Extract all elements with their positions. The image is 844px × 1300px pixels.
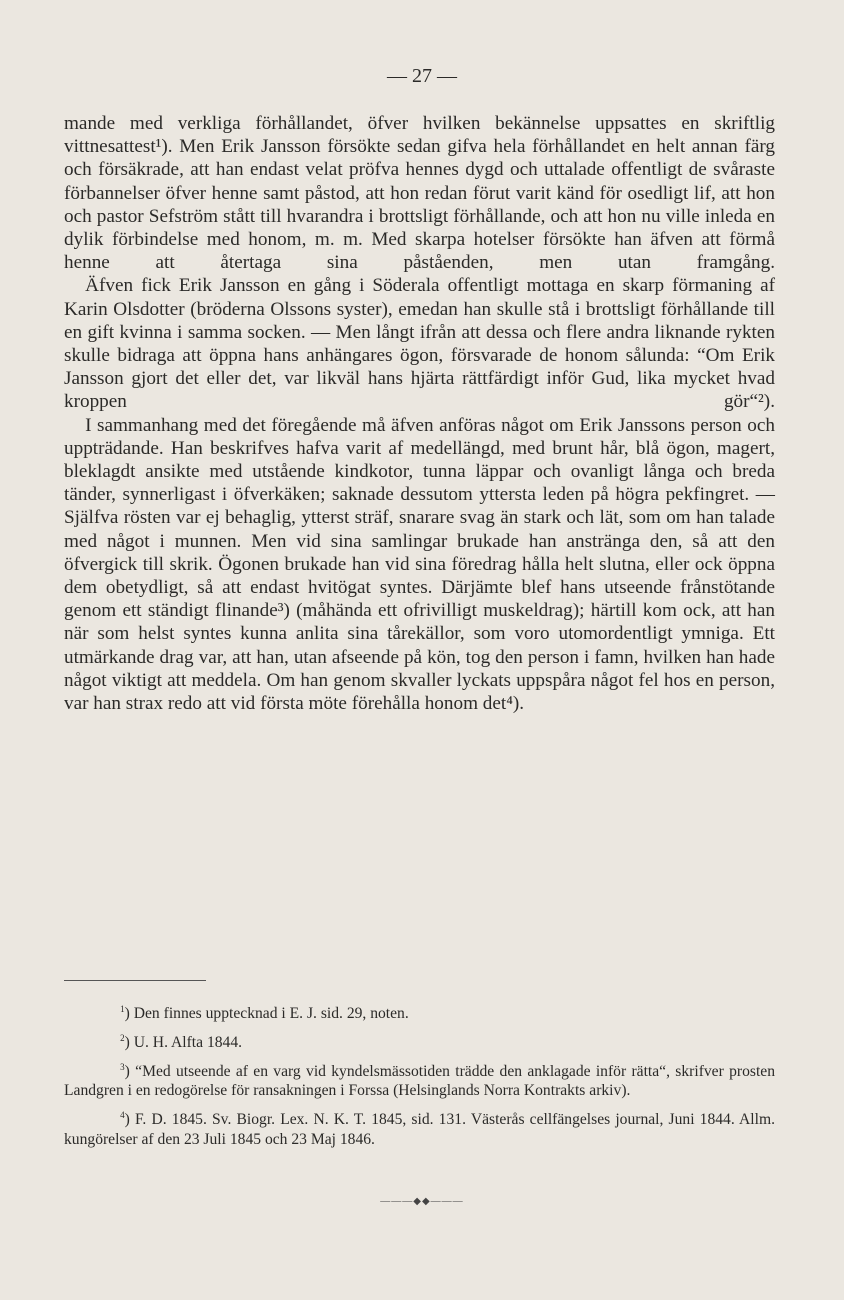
footnote-marker: 2 bbox=[120, 1032, 125, 1043]
footnote-marker: 4 bbox=[120, 1109, 125, 1120]
end-ornament: ———◆◆——— bbox=[380, 1196, 464, 1207]
footnote-marker: 1 bbox=[120, 1004, 125, 1014]
paragraph-3: I sammanhang med det föregående må äfven anföras något om Erik Janssons person och uppträdande. Han beskrifves hafva varit af medellängd, med brunt hår, blå ögon, magert, bleklagdt ansikte med utstående kindkotor, tunna läppar och ovanligt långa och breda tänder, synnerligast i öfverkäken; saknade dessutom yttersta leden på högra pekfingret. — Själfva rösten var ej behaglig, ytterst sträf, snarare svag än stark och lät, som om han talade med något i munnen. Men vid sina samlingar brukade han anstränga den, så att den öfvergick till skrik. Ögonen brukade han vid sina föredrag hålla helt slutna, eller ock öppna dem obetydligt, så att endast hvitögat syntes. Därjämte blef hans utseende frånstötande genom ett ständigt flinande³) (måhända ett ofrivilligt muskeldrag); härtill kom ock, att han när som helst syntes kunna anlita sina tårekällor, som voro utomordentligt ymniga. Ett utmärkande drag var, att han, utan afseende på kön, tog den person i famn, hvilken han hade något viktigt att meddela. Om han genom skvaller lyckats uppspåra något fel hos en person, var han strax redo att vid första möte förehålla honom det⁴). bbox=[64, 414, 775, 715]
footnote-2: $^2$) U. H. Alfta 1844. bbox=[120, 1032, 243, 1051]
footnotes bbox=[64, 1000, 775, 1154]
main-text bbox=[64, 112, 775, 715]
footnote-4: $^4$) F. D. 1845. Sv. Biogr. Lex. N. K. T. 1845, sid. 131. Västerås cellfängelses journal, Juni 1844. Allm. kungörelser af den 23 Juli 1845 och 23 Maj 1846. bbox=[64, 1109, 775, 1148]
footnote-text: F. D. 1845. Sv. Biogr. Lex. N. K. T. 1845, sid. 131. Västerås cellfängelses journal, Juni 1844. Allm. kungörelser af den 23 Juli 1845 och 23 Maj 1846. bbox=[64, 1111, 775, 1148]
footnote-1: $^1$) Den finnes upptecknad i E. J. sid. 29, noten. bbox=[120, 1004, 409, 1023]
footnote-separator bbox=[64, 980, 206, 981]
paragraph-1: mande med verkliga förhållandet, öfver hvilken bekännelse uppsattes en skriftlig vittnesattest¹). Men Erik Jansson försökte sedan gifva hela förhållandet en helt annan färg och försäkrade, att han endast velat pröfva hennes dygd och uttalade offentligt de svåraste förbannelser öfver henne samt påstod, att hon redan förut varit känd för osedligt lif, att hon och pastor Sefström stått till hvarandra i brottsligt förhållande, och att hon nu ville inleda en dylik förbindelse med honom, m. m. Med skarpa hotelser försökte han äfven att förmå henne att återtaga sina påståenden, men utan framgång. bbox=[64, 113, 775, 274]
footnote-marker: 3 bbox=[120, 1061, 125, 1072]
page-number: — 27 — bbox=[387, 65, 457, 87]
footnote-text: Den finnes upptecknad i E. J. sid. 29, noten. bbox=[133, 1005, 409, 1023]
footnote-3: $^3$) “Med utseende af en varg vid kyndelsmässotiden trädde den anklagade inför rätta“, skrifver prosten Landgren i en redogörelse för ransakningen i Forssa (Helsinglands Norra Kontrakts arkiv). bbox=[64, 1061, 776, 1100]
footnote-text: “Med utseende af en varg vid kyndelsmässotiden trädde den anklagade inför rätta“, skrifver prosten Landgren i en redogörelse för ransakningen i Forssa (Helsinglands Norra Kontrakts arkiv). bbox=[64, 1062, 776, 1100]
paragraph-2: Äfven fick Erik Jansson en gång i Söderala offentligt mottaga en skarp förmaning af Karin Olsdotter (bröderna Olssons syster), emedan han skulle stå i brottsligt förhållande till en gift kvinna i samma socken. — Men långt ifrån att dessa och flere andra liknande rykten skulle bidraga att öppna hans anhängares ögon, försvarade de honom sålunda: “Om Erik Jansson gjort det eller det, var likväl hans hjärta rättfärdigt inför Gud, lika mycket hvad kroppen gör“²). bbox=[64, 275, 775, 413]
footnote-text: U. H. Alfta 1844. bbox=[133, 1033, 243, 1051]
